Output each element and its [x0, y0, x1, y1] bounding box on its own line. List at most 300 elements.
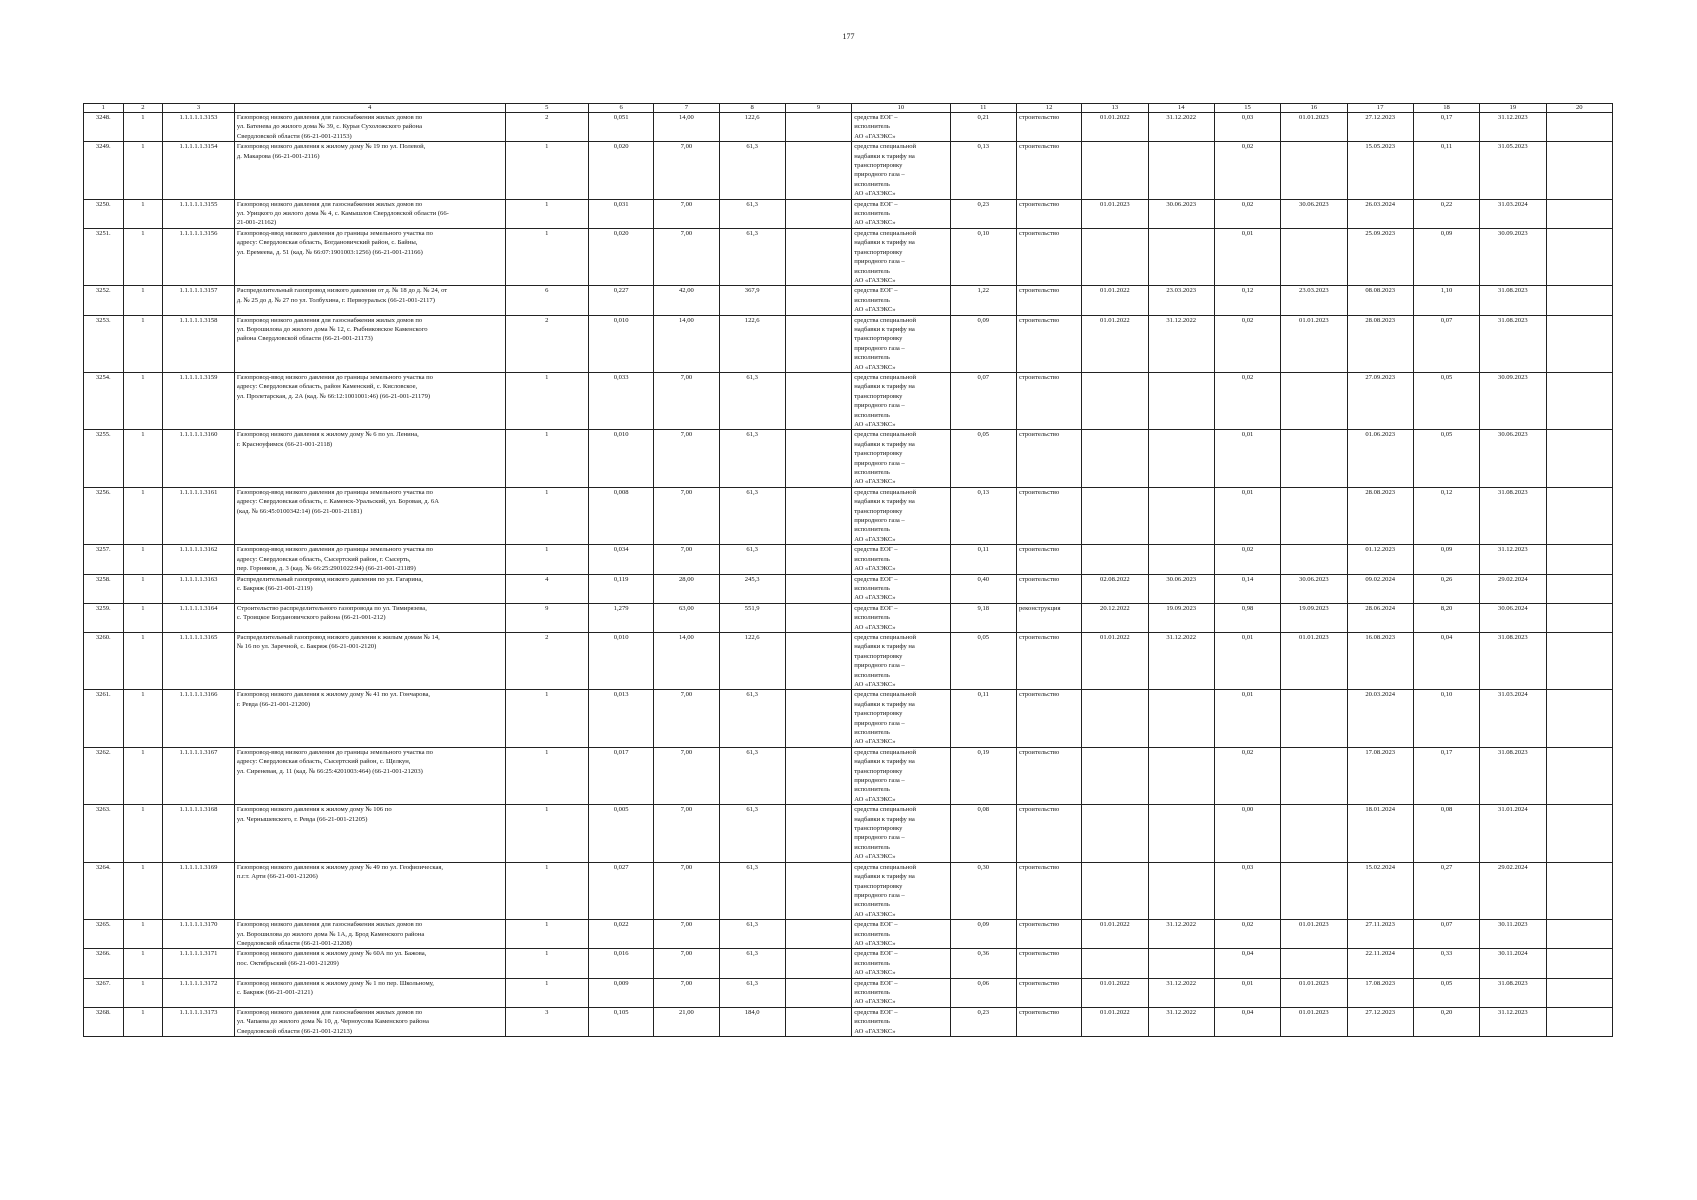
build-cost: 0,04 [1413, 632, 1479, 689]
capacity: 14,00 [654, 632, 719, 689]
cell-empty [1546, 430, 1612, 487]
build-end: 26.03.2024 [1347, 199, 1413, 228]
work-type: строительство [1016, 199, 1081, 228]
cell-empty [785, 949, 851, 978]
build-start: 30.06.2023 [1281, 199, 1347, 228]
table-row [84, 978, 1613, 1007]
build-start: 01.01.2023 [1281, 978, 1347, 1007]
volume: 122,6 [719, 315, 785, 372]
build-cost: 0,09 [1413, 545, 1479, 574]
cost: 1,22 [950, 286, 1016, 315]
build-start [1281, 372, 1347, 429]
households-count: 1 [505, 430, 588, 487]
design-cost: 0,01 [1214, 978, 1280, 1007]
work-type: строительство [1016, 862, 1081, 919]
households-count: 1 [505, 805, 588, 862]
column-number-1: 1 [84, 104, 124, 113]
design-cost: 0,02 [1214, 315, 1280, 372]
cost: 0,13 [950, 142, 1016, 199]
commission-date: 30.11.2023 [1480, 920, 1546, 949]
cell-empty [1546, 228, 1612, 285]
work-type: строительство [1016, 632, 1081, 689]
build-start [1281, 142, 1347, 199]
design-end [1148, 862, 1214, 919]
funding-source: средства специальной надбавки к тарифу на транспортировку природного газа – исполнитель АО «ГАЗЭКС» [852, 228, 950, 285]
design-cost: 0,01 [1214, 632, 1280, 689]
cost: 0,30 [950, 862, 1016, 919]
section-code: 1 [123, 632, 163, 689]
volume: 551,9 [719, 603, 785, 632]
project-code: 1.1.1.1.1.3167 [163, 747, 235, 804]
section-code: 1 [123, 1007, 163, 1036]
column-number-10: 10 [852, 104, 950, 113]
design-end: 30.06.2023 [1148, 574, 1214, 603]
commission-date: 31.08.2023 [1480, 487, 1546, 544]
column-number-19: 19 [1480, 104, 1546, 113]
design-start: 01.01.2022 [1082, 113, 1148, 142]
households-count: 3 [505, 1007, 588, 1036]
project-code: 1.1.1.1.1.3162 [163, 545, 235, 574]
volume: 122,6 [719, 632, 785, 689]
project-description: Строительство распределительного газопровода по ул. Тимирязева, с. Троицкое Богдановичского района (66-21-001-212) [234, 603, 505, 632]
build-cost: 0,11 [1413, 142, 1479, 199]
cost: 0,07 [950, 372, 1016, 429]
work-type: строительство [1016, 949, 1081, 978]
column-number-15: 15 [1214, 104, 1280, 113]
cost: 0,05 [950, 632, 1016, 689]
design-cost: 0,01 [1214, 430, 1280, 487]
build-cost: 0,26 [1413, 574, 1479, 603]
volume: 122,6 [719, 113, 785, 142]
capacity: 63,00 [654, 603, 719, 632]
project-description: Распределительный газопровод низкого давления по ул. Гагарина, с. Бакряж (66-21-001-2119) [234, 574, 505, 603]
design-end [1148, 228, 1214, 285]
households-count: 1 [505, 545, 588, 574]
build-start [1281, 690, 1347, 747]
cell-empty [1546, 487, 1612, 544]
work-type: строительство [1016, 545, 1081, 574]
work-type: строительство [1016, 142, 1081, 199]
project-description: Газопровод низкого давления для газоснабжения жилых домов по ул. Урицкого до жилого дома № 4, с. Камышлов Свердловской области (66- 21-001-21162) [234, 199, 505, 228]
design-end [1148, 545, 1214, 574]
build-end: 27.09.2023 [1347, 372, 1413, 429]
row-number: 3256. [84, 487, 124, 544]
design-end [1148, 949, 1214, 978]
work-type: строительство [1016, 747, 1081, 804]
build-end: 15.02.2024 [1347, 862, 1413, 919]
capacity: 42,00 [654, 286, 719, 315]
design-cost: 0,12 [1214, 286, 1280, 315]
capacity: 14,00 [654, 113, 719, 142]
project-description: Газопровод-ввод низкого давления до границы земельного участка по адресу: Свердловская область, Сысертский район, с. Щелкун, ул. Сиреневая, д. 11 (кад. № 66:25:4201003:464) (66-21-001-21203) [234, 747, 505, 804]
build-cost: 0,05 [1413, 978, 1479, 1007]
design-end [1148, 142, 1214, 199]
design-end: 31.12.2022 [1148, 1007, 1214, 1036]
cell-empty [1546, 949, 1612, 978]
project-description: Газопровод-ввод низкого давления до границы земельного участка по адресу: Свердловская область, г. Каменск-Уральский, ул. Боровая, д. 6А (кад. № 66:45:0100342:14) (66-21-001-21181) [234, 487, 505, 544]
row-number: 3248. [84, 113, 124, 142]
cell-empty [785, 862, 851, 919]
table-row [84, 1007, 1613, 1036]
length-km: 0,020 [589, 142, 654, 199]
cell-empty [785, 632, 851, 689]
build-cost: 0,17 [1413, 747, 1479, 804]
build-start [1281, 805, 1347, 862]
project-code: 1.1.1.1.1.3154 [163, 142, 235, 199]
commission-date: 31.01.2024 [1480, 805, 1546, 862]
commission-date: 31.03.2024 [1480, 199, 1546, 228]
build-end: 18.01.2024 [1347, 805, 1413, 862]
project-description: Распределительный газопровод низкого давления от д. № 18 до д. № 24, от д. № 25 до д. № 27 по ул. Толбухина, г. Первоуральск (66-21-001-2117) [234, 286, 505, 315]
table-body [84, 113, 1613, 1037]
build-end: 28.08.2023 [1347, 315, 1413, 372]
build-start: 01.01.2023 [1281, 632, 1347, 689]
row-number: 3264. [84, 862, 124, 919]
table-row [84, 199, 1613, 228]
funding-source: средства ЕОГ – исполнитель АО «ГАЗЭКС» [852, 920, 950, 949]
build-end: 01.06.2023 [1347, 430, 1413, 487]
households-count: 1 [505, 228, 588, 285]
design-start: 01.01.2022 [1082, 315, 1148, 372]
funding-source: средства специальной надбавки к тарифу на транспортировку природного газа – исполнитель АО «ГАЗЭКС» [852, 862, 950, 919]
work-type: строительство [1016, 805, 1081, 862]
design-start: 01.01.2022 [1082, 920, 1148, 949]
build-start [1281, 487, 1347, 544]
households-count: 6 [505, 286, 588, 315]
design-start [1082, 805, 1148, 862]
cell-empty [1546, 199, 1612, 228]
project-description: Распределительный газопровод низкого давления к жилым домам № 14, № 16 по ул. Заречной, с. Бакряж (66-21-001-2120) [234, 632, 505, 689]
funding-source: средства специальной надбавки к тарифу на транспортировку природного газа – исполнитель АО «ГАЗЭКС» [852, 315, 950, 372]
capacity: 7,00 [654, 487, 719, 544]
work-type: строительство [1016, 690, 1081, 747]
project-description: Газопровод низкого давления к жилому дому № 49 по ул. Геофизическая, п.г.т. Арти (66-21-001-21206) [234, 862, 505, 919]
column-number-13: 13 [1082, 104, 1148, 113]
build-end: 08.08.2023 [1347, 286, 1413, 315]
cell-empty [785, 603, 851, 632]
build-end: 27.12.2023 [1347, 113, 1413, 142]
work-type: строительство [1016, 286, 1081, 315]
cell-empty [785, 487, 851, 544]
section-code: 1 [123, 747, 163, 804]
cell-empty [785, 430, 851, 487]
funding-source: средства ЕОГ – исполнитель АО «ГАЗЭКС» [852, 545, 950, 574]
table-row [84, 805, 1613, 862]
capacity: 7,00 [654, 978, 719, 1007]
design-end: 31.12.2022 [1148, 113, 1214, 142]
design-end [1148, 372, 1214, 429]
commission-date: 31.03.2024 [1480, 690, 1546, 747]
capacity: 28,00 [654, 574, 719, 603]
cell-empty [785, 142, 851, 199]
build-cost: 0,20 [1413, 1007, 1479, 1036]
volume: 61,3 [719, 430, 785, 487]
cell-empty [1546, 690, 1612, 747]
work-type: реконструкция [1016, 603, 1081, 632]
cell-empty [1546, 862, 1612, 919]
design-end: 31.12.2022 [1148, 920, 1214, 949]
commission-date: 31.08.2023 [1480, 315, 1546, 372]
capacity: 7,00 [654, 949, 719, 978]
capacity: 7,00 [654, 862, 719, 919]
design-end [1148, 690, 1214, 747]
funding-source: средства специальной надбавки к тарифу на транспортировку природного газа – исполнитель АО «ГАЗЭКС» [852, 372, 950, 429]
project-description: Газопровод низкого давления к жилому дому № 106 по ул. Чернышевского, г. Ревда (66-21-001-21205) [234, 805, 505, 862]
row-number: 3258. [84, 574, 124, 603]
design-cost: 0,04 [1214, 1007, 1280, 1036]
build-end: 15.05.2023 [1347, 142, 1413, 199]
capacity: 7,00 [654, 920, 719, 949]
build-cost: 1,10 [1413, 286, 1479, 315]
section-code: 1 [123, 228, 163, 285]
cost: 0,09 [950, 315, 1016, 372]
households-count: 1 [505, 949, 588, 978]
cost: 0,09 [950, 920, 1016, 949]
funding-source: средства специальной надбавки к тарифу на транспортировку природного газа – исполнитель АО «ГАЗЭКС» [852, 690, 950, 747]
project-code: 1.1.1.1.1.3165 [163, 632, 235, 689]
design-end: 30.06.2023 [1148, 199, 1214, 228]
cost: 0,13 [950, 487, 1016, 544]
households-count: 1 [505, 690, 588, 747]
length-km: 0,008 [589, 487, 654, 544]
work-type: строительство [1016, 1007, 1081, 1036]
project-code: 1.1.1.1.1.3161 [163, 487, 235, 544]
table-row [84, 372, 1613, 429]
cell-empty [1546, 142, 1612, 199]
capacity: 7,00 [654, 372, 719, 429]
table-row [84, 113, 1613, 142]
design-cost: 0,14 [1214, 574, 1280, 603]
section-code: 1 [123, 920, 163, 949]
households-count: 2 [505, 632, 588, 689]
row-number: 3254. [84, 372, 124, 429]
build-end: 28.06.2024 [1347, 603, 1413, 632]
design-start [1082, 545, 1148, 574]
commission-date: 31.08.2023 [1480, 632, 1546, 689]
cost: 0,36 [950, 949, 1016, 978]
build-start: 19.09.2023 [1281, 603, 1347, 632]
section-code: 1 [123, 545, 163, 574]
funding-source: средства ЕОГ – исполнитель АО «ГАЗЭКС» [852, 978, 950, 1007]
cost: 0,19 [950, 747, 1016, 804]
column-number-17: 17 [1347, 104, 1413, 113]
cost: 0,05 [950, 430, 1016, 487]
page-number: 177 [842, 32, 855, 41]
commission-date: 30.06.2024 [1480, 603, 1546, 632]
length-km: 0,009 [589, 978, 654, 1007]
cost: 0,10 [950, 228, 1016, 285]
design-cost: 0,02 [1214, 142, 1280, 199]
cell-empty [785, 113, 851, 142]
households-count: 1 [505, 920, 588, 949]
households-count: 4 [505, 574, 588, 603]
section-code: 1 [123, 430, 163, 487]
build-start [1281, 949, 1347, 978]
work-type: строительство [1016, 978, 1081, 1007]
project-description: Газопровод-ввод низкого давления до границы земельного участка по адресу: Свердловская область, Богдановичский район, с. Байны, ул. Еремеева, д. 51 (кад. № 66:07:1901003:1256) (66-21-001-21166) [234, 228, 505, 285]
capacity: 7,00 [654, 690, 719, 747]
build-start: 01.01.2023 [1281, 1007, 1347, 1036]
funding-source: средства ЕОГ – исполнитель АО «ГАЗЭКС» [852, 1007, 950, 1036]
build-start: 01.01.2023 [1281, 315, 1347, 372]
table-row [84, 228, 1613, 285]
design-start [1082, 430, 1148, 487]
households-count: 2 [505, 315, 588, 372]
volume: 367,9 [719, 286, 785, 315]
work-type: строительство [1016, 487, 1081, 544]
households-count: 1 [505, 142, 588, 199]
cell-empty [1546, 747, 1612, 804]
cell-empty [1546, 286, 1612, 315]
design-start: 01.01.2022 [1082, 1007, 1148, 1036]
length-km: 0,031 [589, 199, 654, 228]
volume: 61,3 [719, 545, 785, 574]
row-number: 3260. [84, 632, 124, 689]
table-row [84, 747, 1613, 804]
build-start [1281, 430, 1347, 487]
cost: 0,40 [950, 574, 1016, 603]
design-cost: 0,02 [1214, 920, 1280, 949]
build-cost: 0,33 [1413, 949, 1479, 978]
cell-empty [1546, 113, 1612, 142]
row-number: 3249. [84, 142, 124, 199]
row-number: 3250. [84, 199, 124, 228]
volume: 184,0 [719, 1007, 785, 1036]
cell-empty [785, 978, 851, 1007]
build-end: 27.11.2023 [1347, 920, 1413, 949]
capacity: 7,00 [654, 430, 719, 487]
project-code: 1.1.1.1.1.3164 [163, 603, 235, 632]
design-start: 01.01.2023 [1082, 199, 1148, 228]
funding-source: средства ЕОГ – исполнитель АО «ГАЗЭКС» [852, 949, 950, 978]
project-description: Газопровод-ввод низкого давления до границы земельного участка по адресу: Свердловская область, Сысертский район, г. Сысерть, пер. Горняков, д. 3 (кад. № 66:25:2901022:94) (66-21-001-21189) [234, 545, 505, 574]
commission-date: 30.11.2024 [1480, 949, 1546, 978]
volume: 61,3 [719, 228, 785, 285]
design-start [1082, 487, 1148, 544]
cell-empty [1546, 978, 1612, 1007]
volume: 61,3 [719, 690, 785, 747]
cell-empty [1546, 632, 1612, 689]
volume: 61,3 [719, 747, 785, 804]
design-cost: 0,01 [1214, 228, 1280, 285]
build-end: 25.09.2023 [1347, 228, 1413, 285]
households-count: 1 [505, 487, 588, 544]
project-description: Газопровод низкого давления к жилому дому № 19 по ул. Полевой, д. Макарова (66-21-001-2116) [234, 142, 505, 199]
row-number: 3253. [84, 315, 124, 372]
column-number-4: 4 [234, 104, 505, 113]
row-number: 3265. [84, 920, 124, 949]
volume: 61,3 [719, 142, 785, 199]
table-row [84, 603, 1613, 632]
capacity: 7,00 [654, 199, 719, 228]
design-cost: 0,01 [1214, 487, 1280, 544]
build-start [1281, 545, 1347, 574]
length-km: 0,013 [589, 690, 654, 747]
table-row [84, 632, 1613, 689]
project-description: Газопровод низкого давления для газоснабжения жилых домов по ул. Батенева до жилого дома № 39, с. Курьи Сухоложского района Свердловской области (66-21-001-21153) [234, 113, 505, 142]
volume: 61,3 [719, 978, 785, 1007]
design-end: 31.12.2022 [1148, 632, 1214, 689]
column-number-9: 9 [785, 104, 851, 113]
section-code: 1 [123, 805, 163, 862]
volume: 61,3 [719, 487, 785, 544]
build-end: 17.08.2023 [1347, 747, 1413, 804]
row-number: 3259. [84, 603, 124, 632]
column-number-18: 18 [1413, 104, 1479, 113]
section-code: 1 [123, 142, 163, 199]
section-code: 1 [123, 315, 163, 372]
length-km: 0,051 [589, 113, 654, 142]
design-end: 23.03.2023 [1148, 286, 1214, 315]
project-code: 1.1.1.1.1.3169 [163, 862, 235, 919]
commission-date: 31.12.2023 [1480, 545, 1546, 574]
cell-empty [1546, 805, 1612, 862]
build-cost: 0,05 [1413, 430, 1479, 487]
build-cost: 0,07 [1413, 315, 1479, 372]
funding-source: средства специальной надбавки к тарифу на транспортировку природного газа – исполнитель АО «ГАЗЭКС» [852, 430, 950, 487]
length-km: 0,033 [589, 372, 654, 429]
work-type: строительство [1016, 113, 1081, 142]
row-number: 3252. [84, 286, 124, 315]
cell-empty [1546, 372, 1612, 429]
cell-empty [785, 1007, 851, 1036]
households-count: 1 [505, 199, 588, 228]
capacity: 14,00 [654, 315, 719, 372]
build-start: 30.06.2023 [1281, 574, 1347, 603]
commission-date: 31.08.2023 [1480, 978, 1546, 1007]
project-code: 1.1.1.1.1.3171 [163, 949, 235, 978]
capacity: 7,00 [654, 142, 719, 199]
build-end: 09.02.2024 [1347, 574, 1413, 603]
build-end: 22.11.2024 [1347, 949, 1413, 978]
project-code: 1.1.1.1.1.3157 [163, 286, 235, 315]
project-code: 1.1.1.1.1.3172 [163, 978, 235, 1007]
build-end: 27.12.2023 [1347, 1007, 1413, 1036]
section-code: 1 [123, 487, 163, 544]
build-cost: 0,05 [1413, 372, 1479, 429]
table-row [84, 487, 1613, 544]
commission-date: 30.09.2023 [1480, 372, 1546, 429]
table-row [84, 949, 1613, 978]
project-description: Газопровод низкого давления к жилому дому № 60А по ул. Бажова, пос. Октябрьский (66-21-001-21209) [234, 949, 505, 978]
length-km: 0,010 [589, 632, 654, 689]
commission-date: 29.02.2024 [1480, 574, 1546, 603]
project-description: Газопровод низкого давления для газоснабжения жилых домов по ул. Ворошилова до жилого дома № 12, с. Рыбниковское Каменского района Свердловской области (66-21-001-21173) [234, 315, 505, 372]
volume: 61,3 [719, 949, 785, 978]
build-start: 01.01.2023 [1281, 920, 1347, 949]
funding-source: средства специальной надбавки к тарифу на транспортировку природного газа – исполнитель АО «ГАЗЭКС» [852, 632, 950, 689]
design-start [1082, 862, 1148, 919]
design-cost: 0,02 [1214, 747, 1280, 804]
design-end [1148, 805, 1214, 862]
table-row [84, 862, 1613, 919]
funding-source: средства ЕОГ – исполнитель АО «ГАЗЭКС» [852, 113, 950, 142]
households-count: 2 [505, 113, 588, 142]
volume: 61,3 [719, 199, 785, 228]
cost: 0,23 [950, 1007, 1016, 1036]
cell-empty [1546, 574, 1612, 603]
cell-empty [785, 690, 851, 747]
row-number: 3261. [84, 690, 124, 747]
build-cost: 0,22 [1413, 199, 1479, 228]
work-type: строительство [1016, 228, 1081, 285]
cost: 9,18 [950, 603, 1016, 632]
cell-empty [785, 574, 851, 603]
build-start [1281, 747, 1347, 804]
cost: 0,08 [950, 805, 1016, 862]
build-cost: 0,27 [1413, 862, 1479, 919]
length-km: 0,022 [589, 920, 654, 949]
